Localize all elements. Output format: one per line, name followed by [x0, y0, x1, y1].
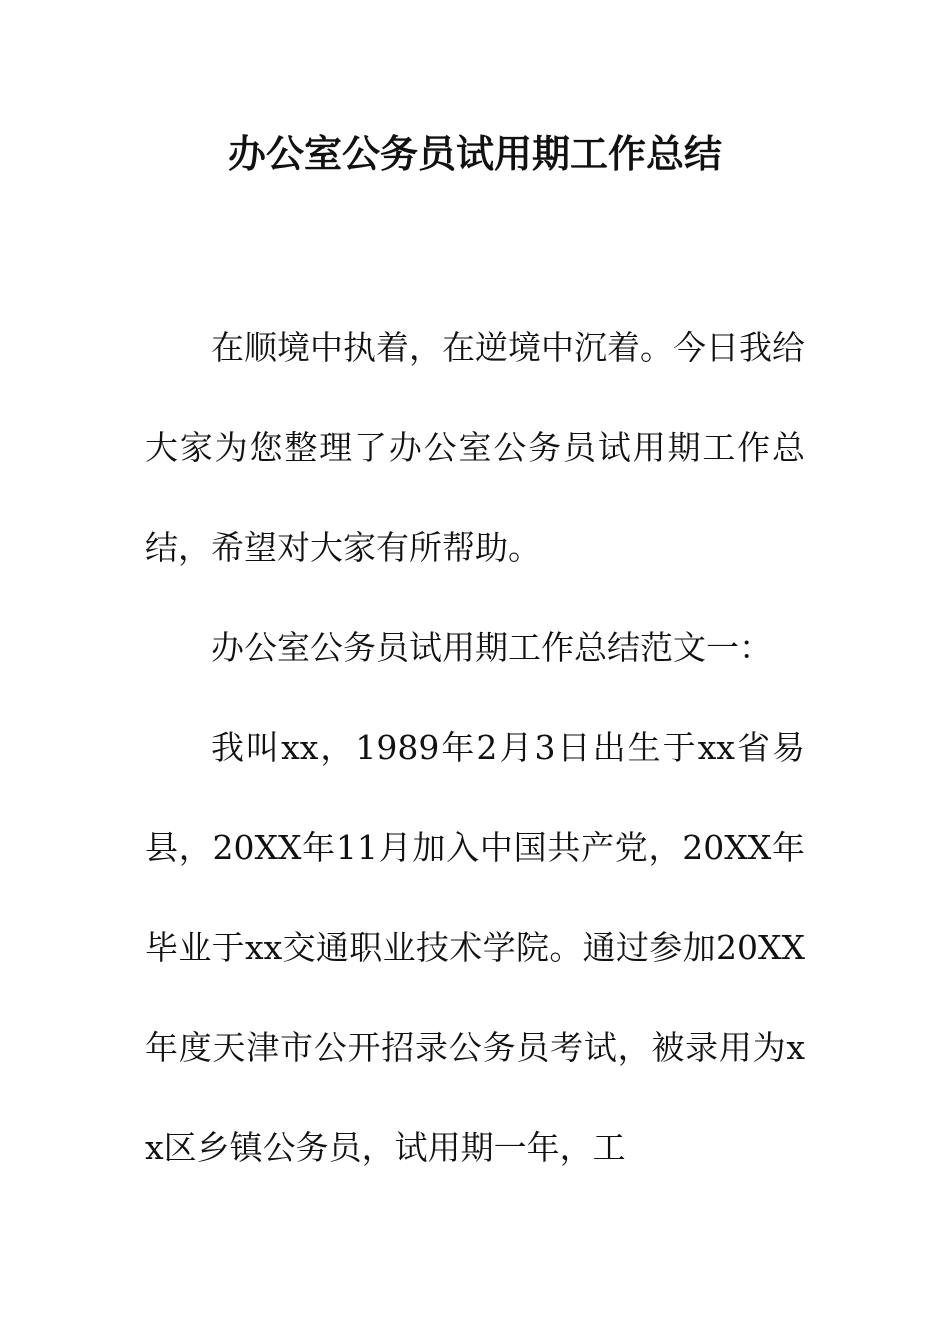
- paragraph-intro: 在顺境中执着，在逆境中沉着。今日我给大家为您整理了办公室公务员试用期工作总结，希望对大家有所帮助。: [145, 328, 805, 567]
- paragraph-sample-heading: 办公室公务员试用期工作总结范文一：: [211, 628, 772, 667]
- document-body: [145, 298, 805, 1198]
- paragraph-self-introduction: 我叫xx，1989年2月3日出生于xx省易县，20XX年11月加入中国共产党，20XX年毕业于xx交通职业技术学院。通过参加20XX年度天津市公开招录公务员考试，被录用为xx区乡镇公务员，试用期一年，工: [145, 728, 805, 1167]
- document-title: 办公室公务员试用期工作总结: [227, 132, 722, 176]
